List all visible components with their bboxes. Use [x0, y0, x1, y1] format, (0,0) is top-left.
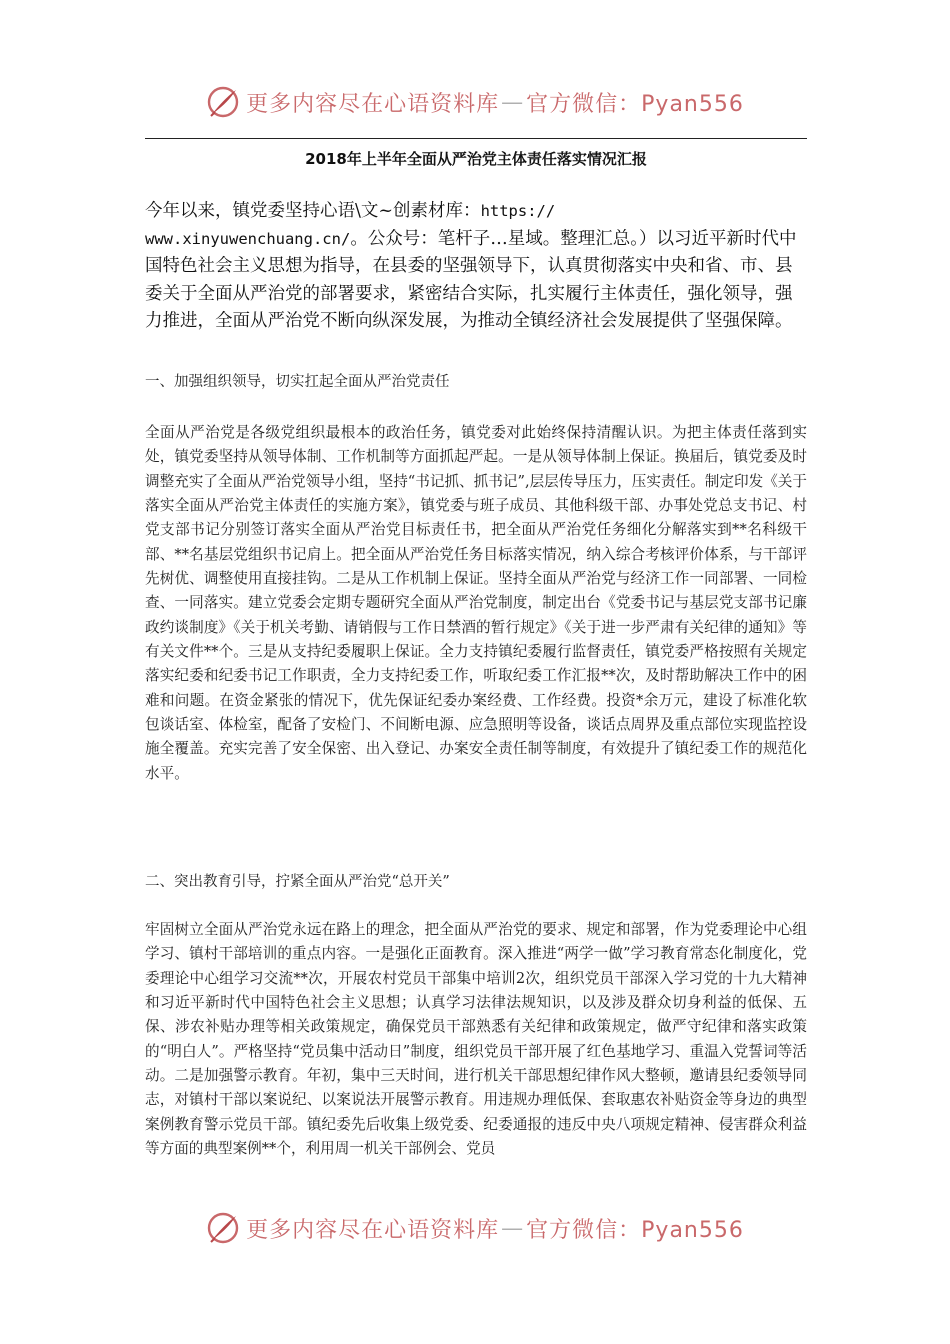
- section-2-body: 牢固树立全面从严治党永远在路上的理念，把全面从严治党的要求、规定和部署，作为党委理论中心组学习、镇村干部培训的重点内容。一是强化正面教育。深入推进“两学一做”学习教育常态化制度化，党委理论中心组学习交流**次，开展农村党员干部集中培训2次，组织党员干部深入学习党的十九大精神和习近平新时代中国特色社会主义思想；认真学习法律法规知识，以及涉及群众切身利益的低保、五保、涉农补贴办理等相关政策规定，确保党员干部熟悉有关纪律和政策规定，做严守纪律和落实政策的“明白人”。严格坚持“党员集中活动日”制度，组织党员干部开展了红色基地学习、重温入党誓词等活动。二是加强警示教育。年初，集中三天时间，进行机关干部思想纪律作风大整顿，邀请县纪委领导同志，对镇村干部以案说纪、以案说法开展警示教育。用违规办理低保、套取惠农补贴资金等身边的典型案例教育警示党员干部。镇纪委先后收集上级党委、纪委通报的违反中央八项规定精神、侵害群众利益等方面的典型案例**个，利用周一机关干部例会、党员: [145, 921, 807, 1158]
- header-banner[interactable]: [0, 80, 950, 124]
- intro-paragraph: [145, 198, 807, 336]
- quill-logo-icon: [206, 85, 240, 119]
- document-title: 2018年上半年全面从严治党主体责任落实情况汇报: [305, 150, 647, 168]
- banner-account: 官方微信：Pyan556: [526, 91, 744, 117]
- intro-lead: 今年以来，镇党委坚持心语\文~创素材库：: [145, 201, 481, 221]
- title-divider: [145, 138, 807, 139]
- quill-logo-icon: [206, 1211, 240, 1245]
- section-1-heading: 一、加强组织领导，切实扛起全面从严治党责任: [145, 374, 450, 390]
- intro-body: 。公众号：笔杆子…星域。整理汇总。）以习近平新时代中国特色社会主义思想为指导，在县委的坚强领导下，认真贯彻落实中央和省、市、县委关于全面从严治党的部署要求，紧密结合实际，扎实履行主体责任，强化领导，强力推进，全面从严治党不断向纵深发展，为推动全镇经济社会发展提供了坚强保障。: [145, 228, 797, 331]
- section-2-heading: 二、突出教育引导，拧紧全面从严治党“总开关”: [145, 874, 450, 890]
- footer-banner[interactable]: [0, 1206, 950, 1250]
- section-1-body: 全面从严治党是各级党组织最根本的政治任务，镇党委对此始终保持清醒认识。为把主体责任落到实处，镇党委坚持从领导体制、工作机制等方面抓起严起。一是从领导体制上保证。换届后，镇党委及时调整充实了全面从严治党领导小组，坚持“书记抓、抓书记”,层层传导压力，压实责任。制定印发《关于落实全面从严治党主体责任的实施方案》，镇党委与班子成员、其他科级干部、办事处党总支书记、村党支部书记分别签订落实全面从严治党目标责任书，把全面从严治党任务细化分解落实到**名科级干部、**名基层党组织书记肩上。把全面从严治党任务目标落实情况，纳入综合考核评价体系，与干部评先树优、调整使用直接挂钩。二是从工作机制上保证。坚持全面从严治党与经济工作一同部署、一同检查、一同落实。建立党委会定期专题研究全面从严治党制度，制定出台《党委书记与基层党支部书记廉政约谈制度》《关于机关考勤、请销假与工作日禁酒的暂行规定》《关于进一步严肃有关纪律的通知》等有关文件**个。三是从支持纪委履职上保证。全力支持镇纪委履行监督责任，镇党委严格按照有关规定落实纪委和纪委书记工作职责，全力支持纪委工作，听取纪委工作汇报**次，及时帮助解决工作中的困难和问题。在资金紧张的情况下，优先保证纪委办案经费、工作经费。投资*余万元，建设了标准化软包谈话室、体检室，配备了安检门、不间断电源、应急照明等设备，谈话点周界及重点部位实现监控设施全覆盖。充实完善了安全保密、出入登记、办案安全责任制等制度，有效提升了镇纪委工作的规范化水平。: [145, 424, 807, 782]
- banner-dash: —: [501, 1215, 525, 1241]
- banner-dash: —: [501, 89, 525, 115]
- intro-url-part2: www.xinyuwenchuang.cn/: [145, 229, 351, 248]
- banner-text: 更多内容尽在心语资料库: [246, 91, 500, 117]
- banner-text: 更多内容尽在心语资料库: [246, 1217, 500, 1243]
- intro-url-part1: https://: [480, 202, 556, 220]
- banner-account: 官方微信：Pyan556: [526, 1217, 744, 1243]
